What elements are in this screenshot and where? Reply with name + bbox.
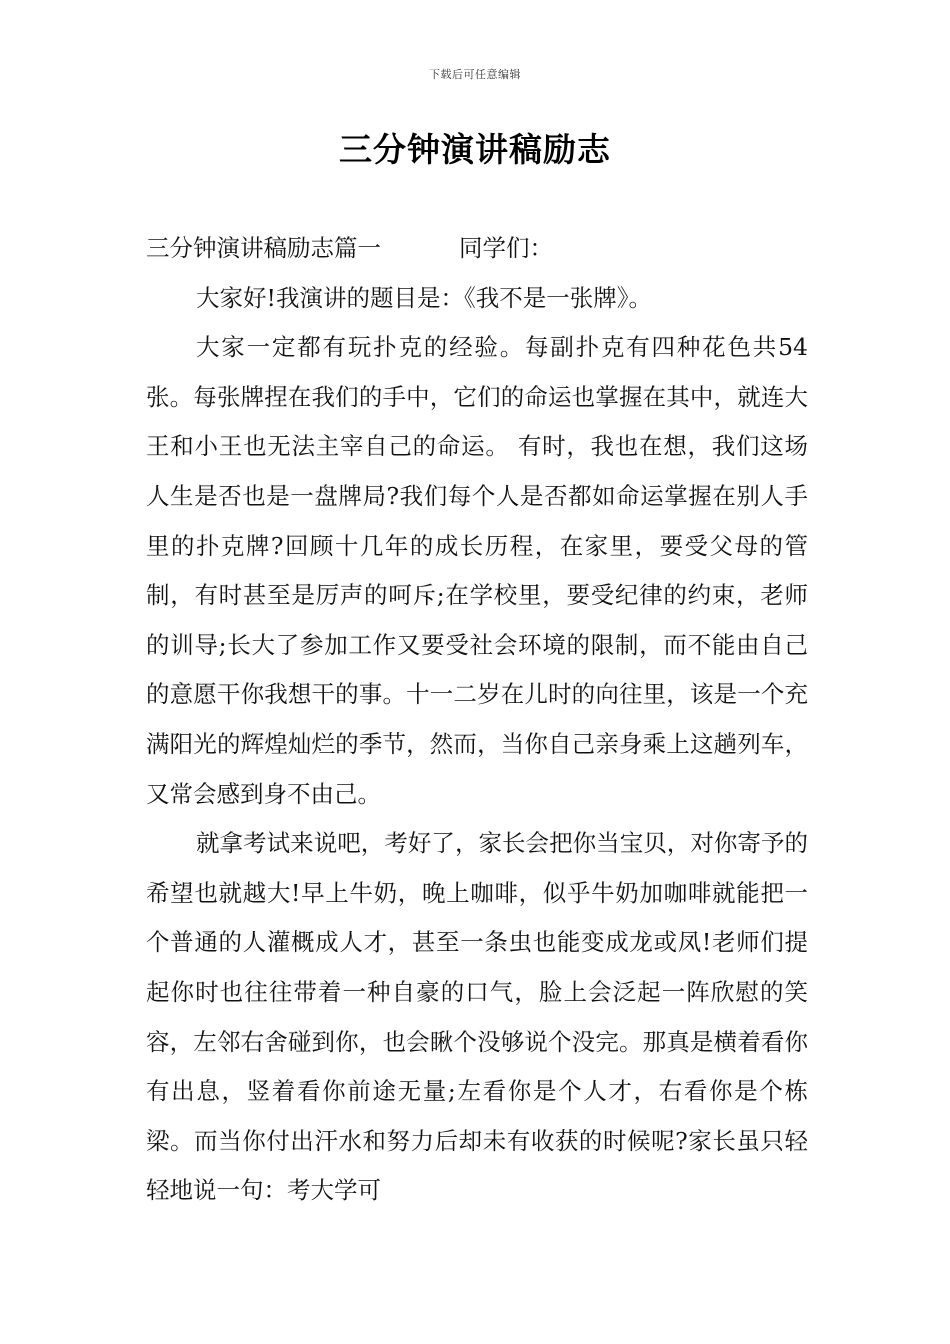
document-body: [146, 224, 808, 1216]
paragraph-exams: 就拿考试来说吧，考好了，家长会把你当宝贝，对你寄予的希望也就越大!早上牛奶，晚上咖啡，似乎牛奶加咖啡就能把一个普通的人灌概成人才，甚至一条虫也能变成龙或凤!老师们提起你时也往往带着一种自豪的口气，脸上会泛起一阵欣慰的笑容，左邻右舍碰到你，也会瞅个没够说个没完。那真是横着看你有出息，竖着看你前途无量;左看你是个人才，右看你是个栋梁。而当你付出汗水和努力后却未有收获的时候呢?家长虽只轻轻地说一句：考大学可: [146, 829, 808, 1205]
header-note: 下载后可任意编辑: [429, 68, 521, 81]
page-title: 三分钟演讲稿励志: [339, 130, 611, 169]
paragraph-playing-cards: 大家一定都有玩扑克的经验。每副扑克有四种花色共54张。每张牌捏在我们的手中，它们的命运也掌握在其中，就连大王和小王也无法主宰自己的命运。 有时，我也在想，我们这场人生是否也是一盘牌局?我们每个人是否都如命运掌握在别人手里的扑克牌?回顾十几年的成长历程，在家里，要受父母的管制，有时甚至是厉声的呵斥;在学校里，要受纪律的约束，老师的训导;长大了参加工作又要受社会环境的限制，而不能由自己的意愿干你我想干的事。十一二岁在儿时的向往里，该是一个充满阳光的辉煌灿烂的季节，然而，当你自己亲身乘上这趟列车，又常会感到身不由己。: [146, 333, 808, 808]
intro-heading: 三分钟演讲稿励志篇一: [146, 234, 381, 262]
paragraph-greeting: 大家好!我演讲的题目是：《我不是一张牌》。: [196, 283, 652, 312]
salutation: 同学们：: [459, 234, 553, 262]
intro-line: [146, 224, 808, 274]
